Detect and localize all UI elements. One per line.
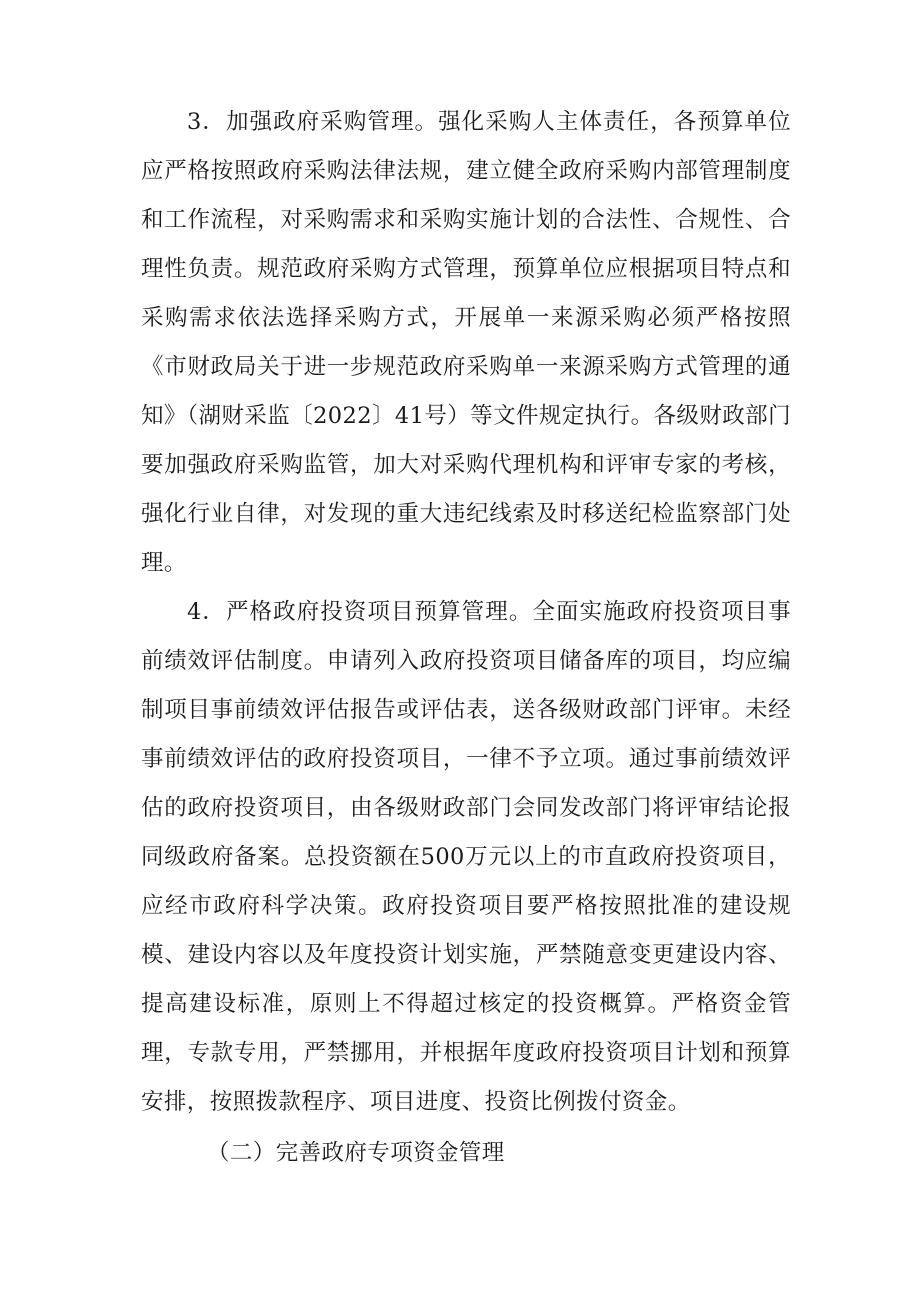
- paragraph-investment-project-budget: 4．严格政府投资项目预算管理。全面实施政府投资项目事前绩效评估制度。申请列入政府投资项目储备库的项目，均应编制项目事前绩效评估报告或评估表，送各级财政部门评审。未经事前绩效评估的政府投资项目，一律不予立项。通过事前绩效评估的政府投资项目，由各级财政部门会同发改部门将评审结论报同级政府备案。总投资额在500万元以上的市直政府投资项目，应经市政府科学决策。政府投资项目要严格按照批准的建设规模、建设内容以及年度投资计划实施，严禁随意变更建设内容、提高建设标准，原则上不得超过核定的投资概算。严格资金管理，专款专用，严禁挪用，并根据年度政府投资项目计划和预算安排，按照拨款程序、项目进度、投资比例拨付资金。: [141, 599, 791, 1115]
- paragraph-procurement-management: 3．加强政府采购管理。强化采购人主体责任，各预算单位应严格按照政府采购法律法规，建立健全政府采购内部管理制度和工作流程，对采购需求和采购实施计划的合法性、合规性、合理性负责。规范政府采购方式管理，预算单位应根据项目特点和采购需求依法选择采购方式，开展单一来源采购必须严格按照《市财政局关于进一步规范政府采购单一来源采购方式管理的通知》（湖财采监〔2022〕41号）等文件规定执行。各级财政部门要加强政府采购监管，加大对采购代理机构和评审专家的考核，强化行业自律，对发现的重大违纪线索及时移送纪检监察部门处理。: [141, 109, 791, 576]
- document-page: [141, 98, 791, 1178]
- section-heading: （二）完善政府专项资金管理: [207, 1140, 505, 1166]
